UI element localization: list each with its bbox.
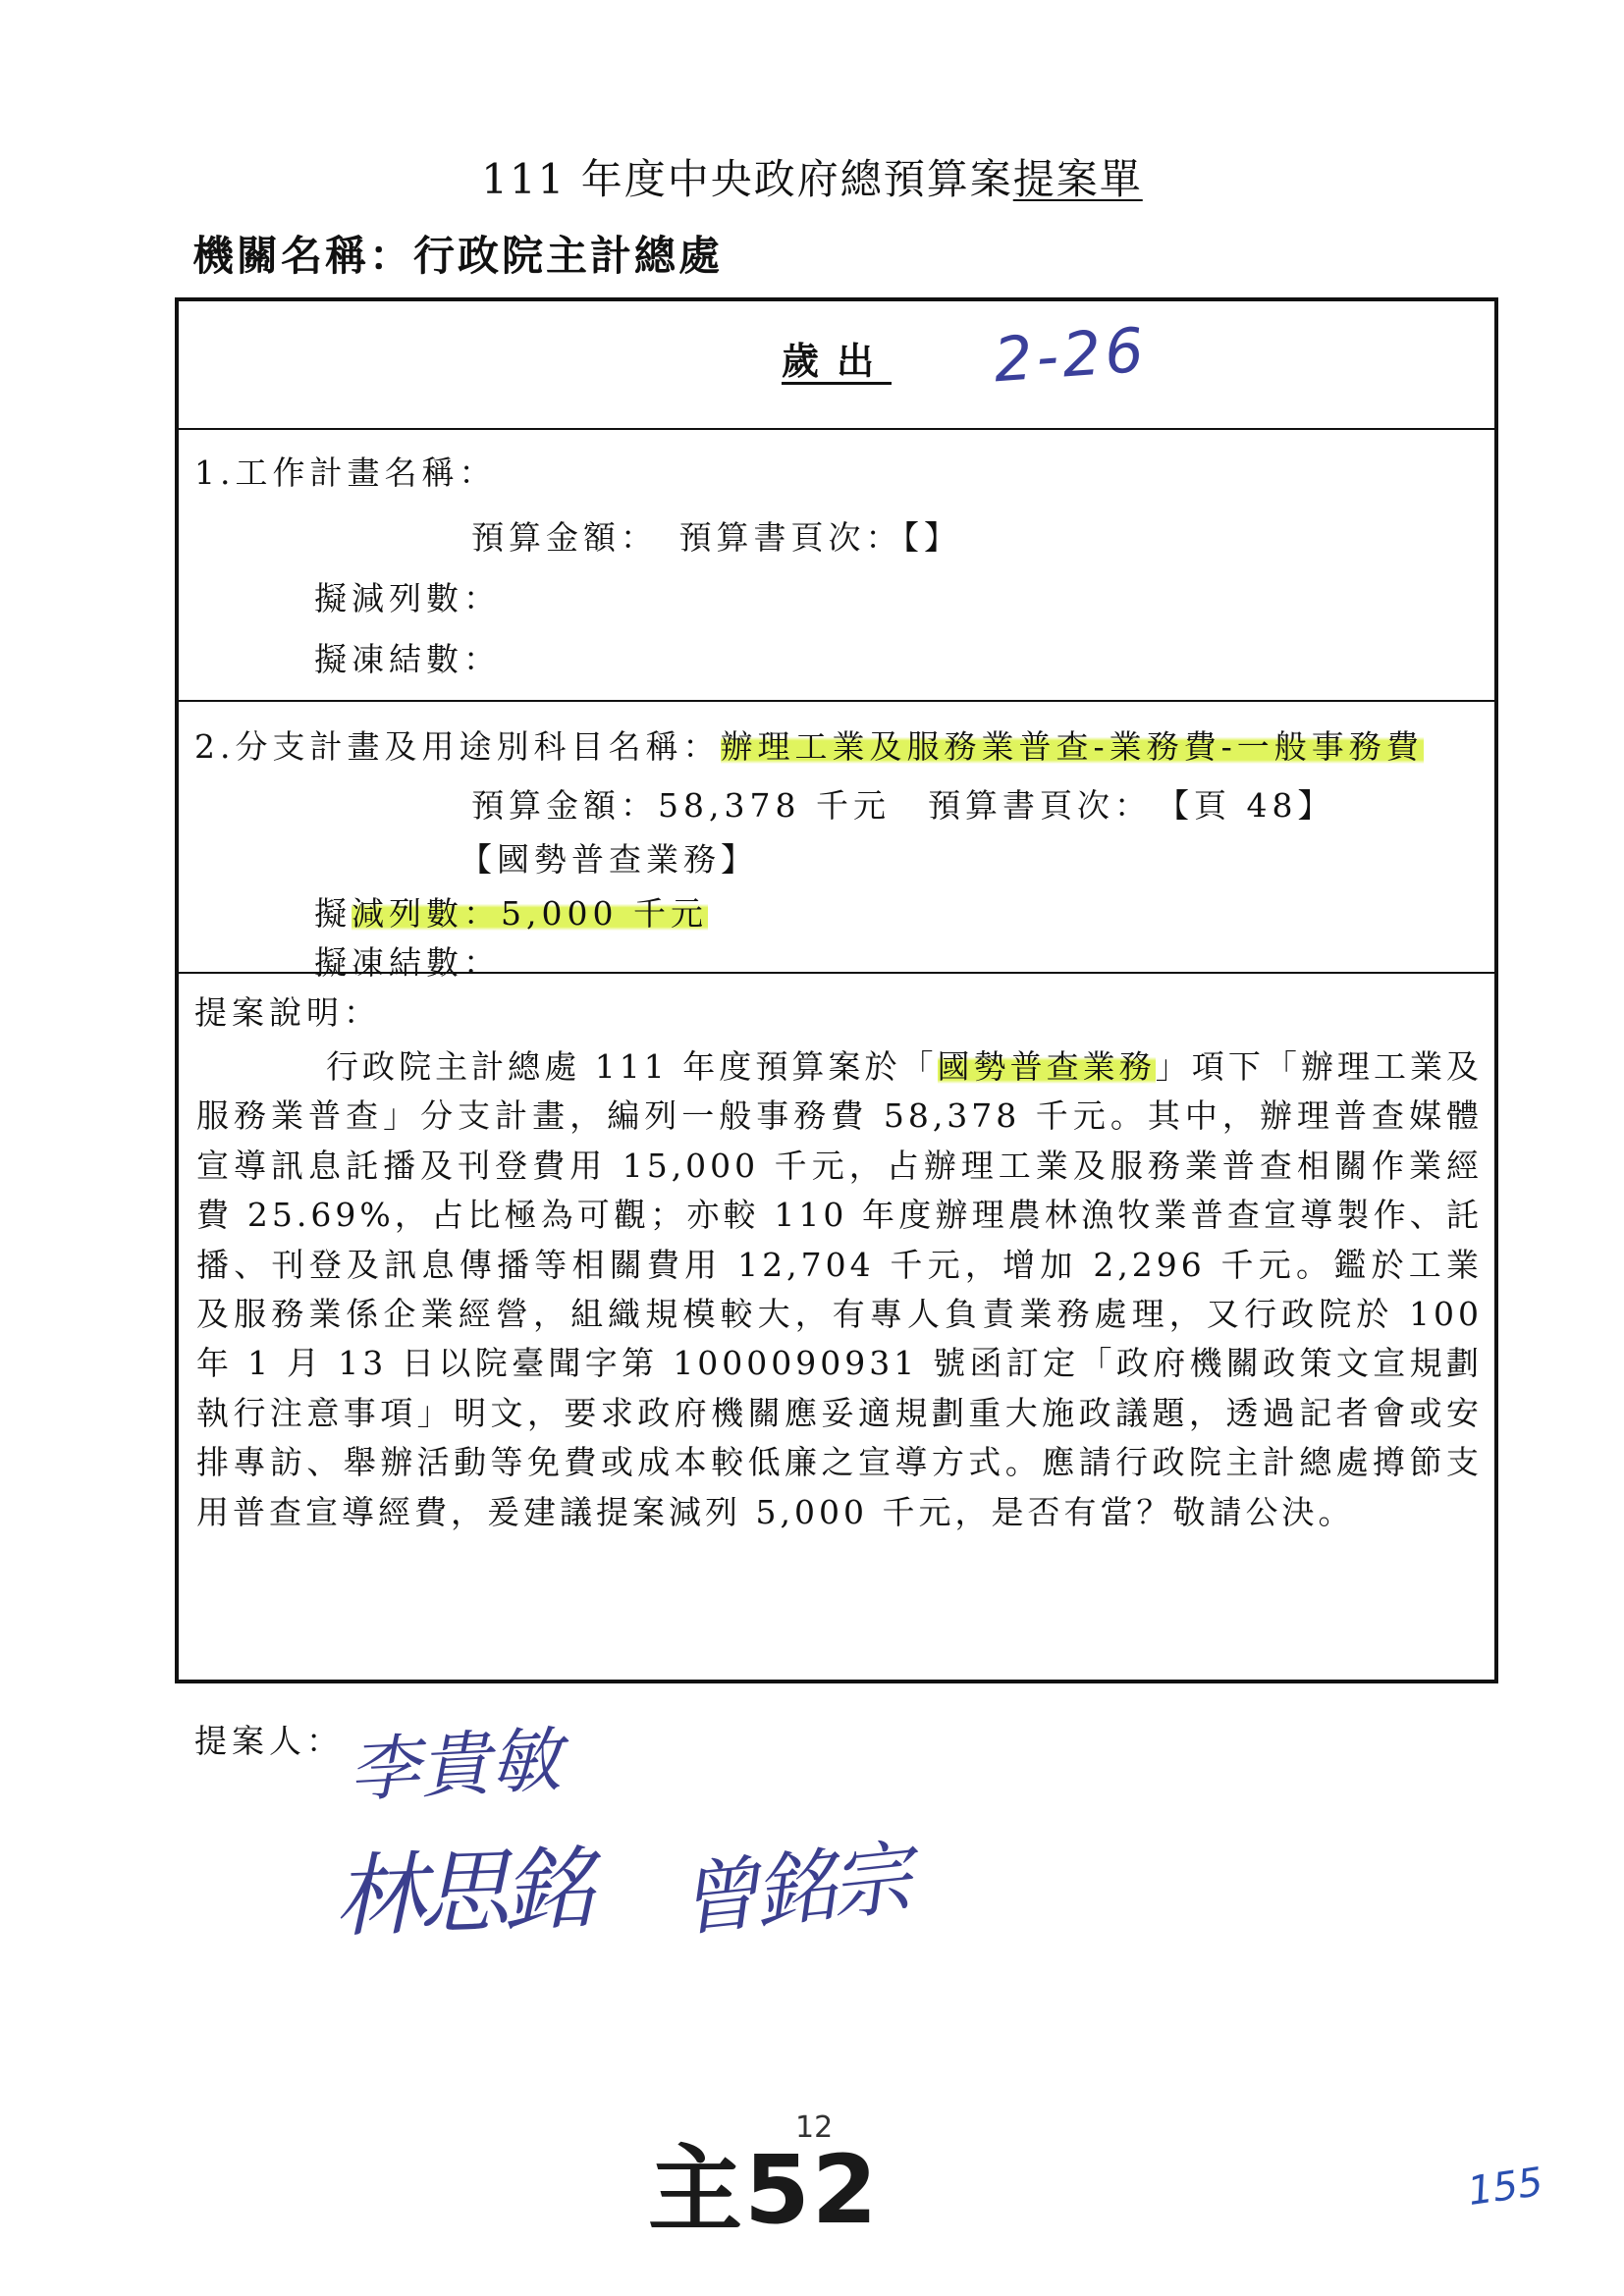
proposal-form-table: [175, 297, 1498, 1683]
title-underlined: 提案單: [1012, 155, 1143, 203]
table-header-row: [179, 301, 1494, 430]
signature-3: 曾銘宗: [674, 1831, 913, 1949]
explanation-section: [179, 974, 1494, 1680]
explanation-label: 提案說明：: [194, 993, 381, 1032]
agency-name: 機關名稱：行政院主計總處: [192, 232, 724, 280]
handwritten-code: 2-26: [991, 313, 1151, 397]
handwritten-page-mark: 主52: [648, 2135, 880, 2245]
sub-plan-heading-value: 辦理工業及服務業普查-業務費-一般事務費: [720, 727, 1424, 766]
superscript-mark: 12: [795, 2110, 834, 2145]
page-number: 155: [1465, 2159, 1546, 2216]
title-prefix: 111 年度中央政府總預算案: [481, 155, 1013, 203]
sub-plan-heading-label: 2.分支計畫及用途別科目名稱：: [194, 727, 721, 766]
sub-plan-freeze: 擬凍結數：: [314, 943, 501, 982]
sub-plan-program: 【國勢普查業務】: [460, 840, 758, 879]
signature-2: 林思銘: [332, 1836, 590, 1950]
sub-plan-budget-line: 預算金額：58,378 千元 預算書頁次： 【頁 48】: [471, 786, 1335, 825]
section-title: 歲出: [781, 339, 892, 383]
sub-plan-heading: [194, 721, 1424, 768]
document-title: [0, 147, 1624, 206]
signature-1: 李貴敏: [347, 1718, 564, 1812]
proposer-label: 提案人：: [194, 1722, 344, 1760]
program-highlight: 國勢普查業務: [937, 1047, 1156, 1086]
work-plan-budget-line: 預算金額： 預算書頁次：【】: [471, 518, 961, 557]
sub-plan-reduce: 擬減列數：5,000 千元: [314, 894, 708, 933]
work-plan-reduce: 擬減列數：: [314, 579, 501, 617]
sub-plan-section: [179, 702, 1494, 982]
work-plan-freeze: 擬凍結數：: [314, 640, 501, 678]
explanation-paragraph: 行政院主計總處 111 年度預算案於「國勢普查業務」項下「辦理工業及服務業普查」分支計畫，編列一般事務費 58,378 千元。其中，辦理普查媒體宣導訊息託播及刊登費用 15,000 千元，占辦理工業及服務業普查相關作業經費 25.69%，占比極為可觀；亦較 110 年度辦理農林漁牧業普查宣導製作、託播、刊登及訊息傳播等相關費用 12,704 千元，增加 2,296 千元。鑑於工業及服務業係企業經營，組織規模較大，有專人負責業務處理，又行政院於 100 年 1 月 13 日以院臺聞字第 1000090931 號函訂定「政府機關政策文宣規劃執行注意事項」明文，要求政府機關應妥適規劃重大施政議題，透過記者會或安排專訪、舉辦活動等免費或成本較低廉之宣導方式。應請行政院主計總處撙節支用普查宣導經費，爰建議提案減列 5,000 千元，是否有當？敬請公決。: [196, 1047, 1484, 1531]
reduce-amount-highlight: 減列數：5,000 千元: [352, 894, 708, 933]
work-plan-section: [179, 430, 1494, 702]
work-plan-heading: 1.工作計畫名稱：: [194, 454, 497, 492]
